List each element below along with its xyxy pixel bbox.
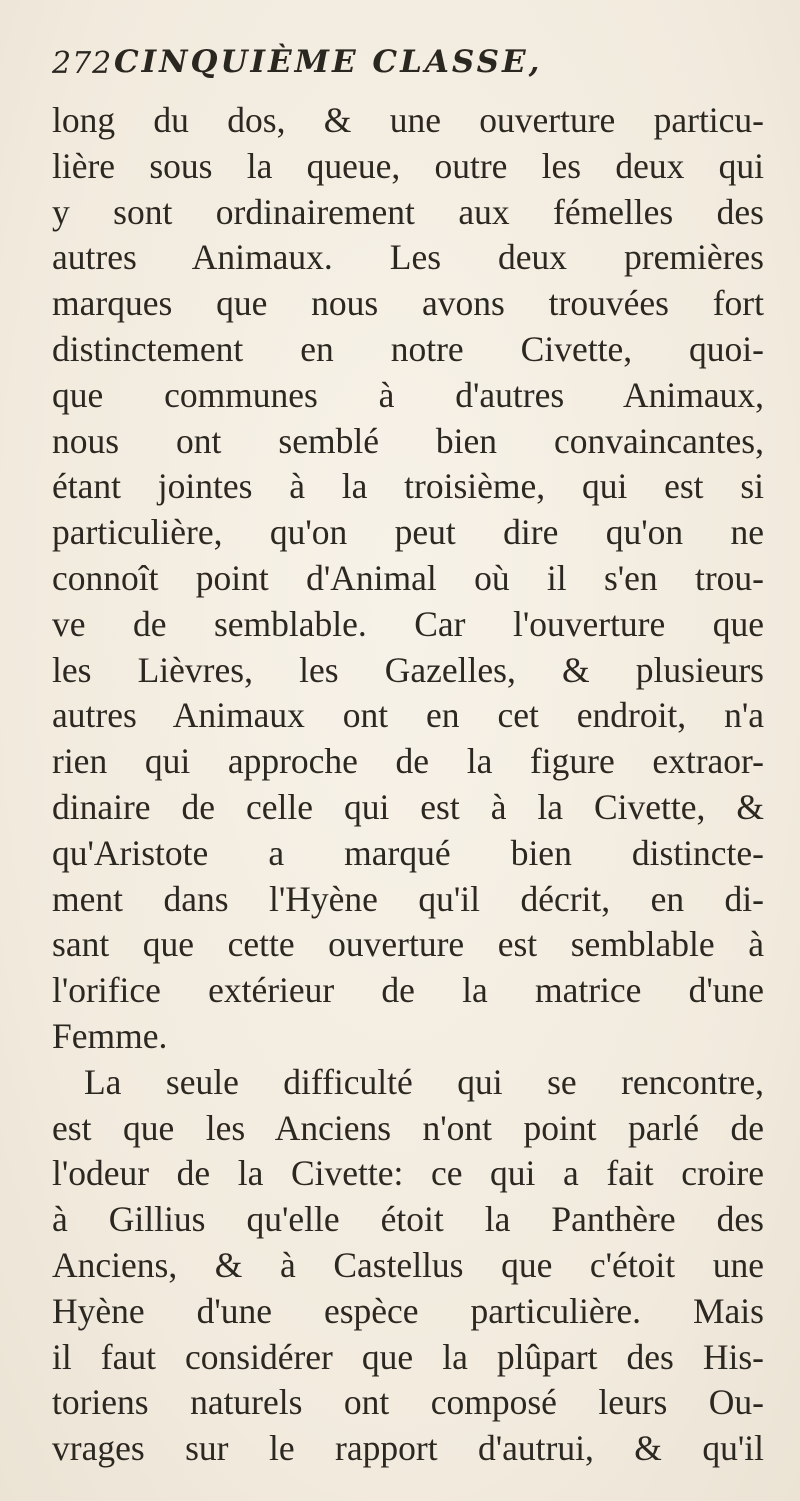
page-header	[52, 40, 752, 96]
text-line: autres Animaux. Les deux premières	[52, 237, 764, 278]
text-line: marques que nous avons trouvées fort	[52, 283, 764, 324]
body-text	[52, 98, 764, 1472]
page-number: 272	[52, 46, 113, 81]
text-line: rien qui approche de la figure extraor-	[52, 741, 764, 782]
text-line: sant que cette ouverture est semblable à	[52, 924, 764, 965]
text-line: l'odeur de la Civette: ce qui a fait croire	[52, 1153, 764, 1194]
text-line: toriens naturels ont composé leurs Ou-	[52, 1382, 764, 1423]
text-line: qu'Aristote a marqué bien distincte-	[52, 832, 764, 873]
text-line: dinaire de celle qui est à la Civette, &	[52, 786, 764, 827]
text-line: vrages sur le rapport d'autrui, & qu'il	[52, 1428, 764, 1469]
text-line: ve de semblable. Car l'ouverture que	[52, 603, 764, 644]
text-line: Femme.	[52, 1015, 168, 1056]
paragraph-start-line: La seule difficulté qui se rencontre,	[84, 1061, 764, 1102]
text-line: particulière, qu'on peut dire qu'on ne	[52, 512, 764, 553]
text-line: long du dos, & une ouverture particu-	[52, 100, 764, 140]
text-line: étant jointes à la troisième, qui est si	[52, 466, 764, 507]
text-line: lière sous la queue, outre les deux qui	[52, 145, 764, 186]
text-line: distinctement en notre Civette, quoi-	[52, 328, 764, 369]
text-line: les Lièvres, les Gazelles, & plusieurs	[52, 649, 764, 690]
text-line: connoît point d'Animal où il s'en trou-	[52, 557, 764, 598]
text-line: ment dans l'Hyène qu'il décrit, en di-	[52, 878, 764, 919]
text-line: que communes à d'autres Animaux,	[52, 374, 764, 415]
running-head: CINQUIÈME CLASSE,	[114, 44, 543, 80]
text-line: est que les Anciens n'ont point parlé de	[52, 1107, 764, 1148]
text-line: y sont ordinairement aux fémelles des	[52, 191, 764, 232]
text-line: à Gillius qu'elle étoit la Panthère des	[52, 1199, 764, 1240]
text-line: nous ont semblé bien convaincantes,	[52, 420, 764, 461]
text-line: l'orifice extérieur de la matrice d'une	[52, 970, 764, 1011]
text-line: il faut considérer que la plûpart des His-	[52, 1336, 764, 1377]
text-line: autres Animaux ont en cet endroit, n'a	[52, 695, 764, 736]
text-line: Anciens, & à Castellus que c'étoit une	[52, 1244, 764, 1285]
text-line: Hyène d'une espèce particulière. Mais	[52, 1290, 764, 1331]
